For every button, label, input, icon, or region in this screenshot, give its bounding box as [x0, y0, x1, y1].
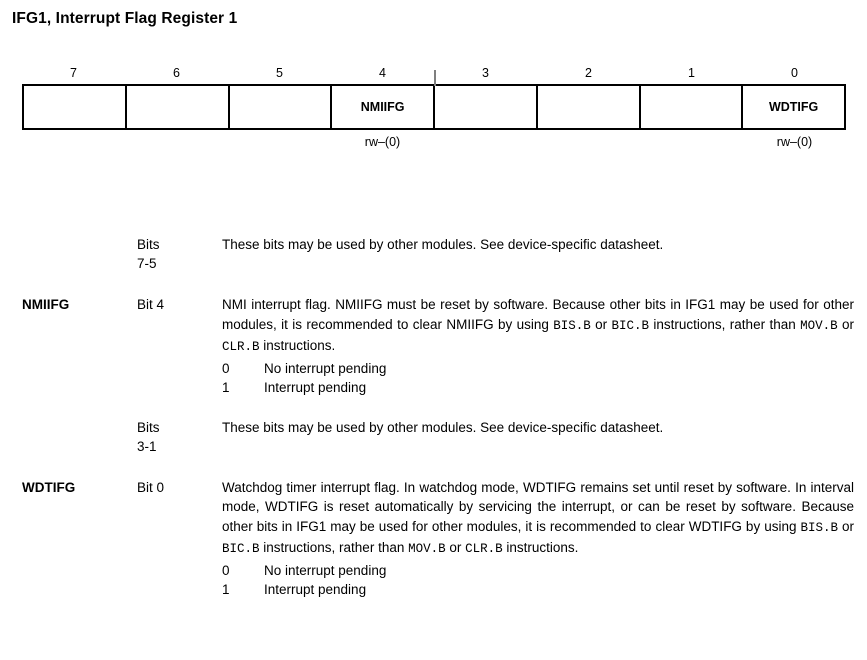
- bit-number-0: 0: [791, 66, 798, 80]
- field-name: WDTIFG: [22, 479, 76, 495]
- bit-number-7: 7: [70, 66, 77, 80]
- field-description: [222, 295, 854, 398]
- bit-access-4: rw–(0): [364, 135, 401, 149]
- bit-range: [137, 235, 222, 273]
- bit-number-3: 3: [482, 66, 489, 80]
- list-item: [222, 359, 854, 379]
- description-text: These bits may be used by other modules. See device-specific datasheet.: [222, 237, 664, 252]
- bit-cell-3: [435, 86, 538, 128]
- value-list: [222, 359, 854, 398]
- bit-cell-4: NMIIFG: [332, 86, 435, 128]
- bit-number-5: 5: [276, 66, 283, 80]
- value-meaning: Interrupt pending: [264, 380, 367, 395]
- list-item: [222, 561, 854, 581]
- bit-access-2: [537, 130, 640, 154]
- description-text: NMI interrupt flag. NMIIFG must be reset by software. Because other bits in IFG1 may be used for other modules, it is recommended to clear NMIIFG by using BIS.B or BIC.B instructions, rather than MOV.B or CLR.B instructions.: [222, 297, 855, 354]
- page-title: IFG1, Interrupt Flag Register 1: [12, 10, 238, 27]
- table-row: [22, 418, 854, 456]
- value-meaning: Interrupt pending: [264, 582, 367, 597]
- value-code: 1: [222, 582, 230, 597]
- bit-range: [137, 418, 222, 456]
- bit-cell-0: WDTIFG: [768, 100, 819, 114]
- bit-access-0: rw–(0): [776, 135, 813, 149]
- bit-number-1: 1: [688, 66, 695, 80]
- bit-cell-2: [538, 86, 641, 128]
- field-name: [22, 235, 137, 273]
- list-item: [222, 580, 854, 600]
- value-code: 0: [222, 562, 230, 578]
- field-description: [222, 418, 854, 456]
- table-row: [22, 478, 854, 600]
- byte-split-marker: [434, 70, 436, 86]
- bit-access-5: [228, 130, 331, 154]
- description-text: Watchdog timer interrupt flag. In watchdog mode, WDTIFG remains set until reset by software. In interval mode, WDTIFG is reset automatically by servicing the interrupt, or can be reset by software. Because other bits in IFG1 may be used for other modules, it is recommended to clear WDTIFG by using BIS.B or BIC.B instructions, rather than MOV.B or CLR.B instructions.: [222, 479, 854, 556]
- value-code: 0: [222, 360, 230, 376]
- bit-range: Bit 0: [137, 479, 165, 495]
- description-text: These bits may be used by other modules. See device-specific datasheet.: [222, 419, 664, 435]
- table-row: [22, 235, 854, 273]
- field-description: [222, 478, 854, 600]
- bit-number-6: 6: [173, 66, 180, 80]
- value-list: [222, 561, 854, 600]
- bit-cell-7: [24, 86, 127, 128]
- bit-access-3: [434, 130, 537, 154]
- bit-number-4: 4: [379, 66, 386, 80]
- field-description: [222, 235, 854, 273]
- bit-access-6: [125, 130, 228, 154]
- bit-range-text: Bits 7-5: [137, 237, 160, 271]
- field-name: NMIIFG: [22, 297, 70, 312]
- bit-access-row: [22, 130, 846, 154]
- table-row: [22, 295, 854, 398]
- value-meaning: No interrupt pending: [264, 360, 387, 376]
- bit-access-1: [640, 130, 743, 154]
- bit-description-table: [22, 235, 854, 614]
- bit-cell-row: [22, 84, 846, 130]
- value-code: 1: [222, 380, 230, 395]
- bit-field-diagram: [22, 62, 846, 154]
- bit-cell-6: [127, 86, 230, 128]
- value-meaning: No interrupt pending: [264, 562, 387, 578]
- bit-range-text: Bits 3-1: [137, 419, 160, 454]
- bit-number-2: 2: [585, 66, 592, 80]
- bit-access-7: [22, 130, 125, 154]
- field-name: [22, 418, 137, 456]
- bit-cell-5: [230, 86, 333, 128]
- bit-cell-1: [641, 86, 744, 128]
- list-item: [222, 378, 854, 398]
- bit-range: Bit 4: [137, 297, 165, 312]
